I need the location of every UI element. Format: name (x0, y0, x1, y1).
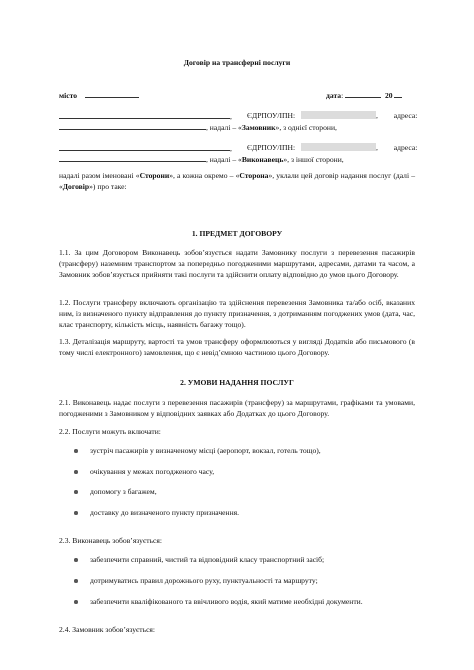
bullet-icon (74, 449, 78, 453)
section-1-heading: 1. ПРЕДМЕТ ДОГОВОРУ (191, 229, 283, 238)
date-label: дата (326, 91, 342, 100)
customer-role-row: , надалі – «Замовник», з однієї сторони, (59, 121, 337, 133)
clause-2-1: 2.1. Виконавець надає послуги з перевезення пасажирів (трансферу) за маршрутами, графіками та умовами, погодженими з Замовником у відповідних заявках або Додатках до цього Договору. (59, 398, 415, 418)
clause-2-2: 2.2. Послуги можуть включати: (59, 427, 161, 436)
intro-paragraph: надалі разом іменовані «Сторони», а кожна окремо – «Сторона», уклали цей договір надання послуг (далі – «Договір») про таке: (59, 171, 415, 191)
address-label: адреса: (393, 143, 418, 152)
list-item: забезпечити кваліфікованого та ввічливого водія, який матиме необхідні документи. (90, 597, 363, 606)
place-row (59, 89, 139, 101)
clause-1-3: 1.3. Деталізація маршруту, вартості та умов трансферу оформлюються у вигляді Додатків або письмового (в тому числі електронного) замовлення, що є невід’ємною частиною цього Договору. (59, 337, 415, 357)
list-item: зустріч пасажирів у визначеному місці (аеропорт, вокзал, готель тощо), (90, 446, 321, 455)
customer-edrpou-row: ЄДРПОУ/ІПН: , адреса: (247, 111, 418, 120)
year-field[interactable] (394, 89, 402, 98)
contractor-role-row: , надалі – «Виконавець», з іншої сторони, (59, 153, 344, 165)
date-row: дата: 20 (326, 89, 402, 101)
list-item: доставку до визначеного пункту призначення. (90, 508, 240, 517)
edrpou-label: ЄДРПОУ/ІПН: (247, 111, 296, 120)
contractor-name-field[interactable] (59, 142, 230, 151)
date-field[interactable] (345, 89, 381, 98)
section-2-heading: 2. УМОВИ НАДАННЯ ПОСЛУГ (180, 378, 294, 387)
list-item: очікування у межах погодженого часу, (90, 467, 215, 476)
bullet-icon (74, 470, 78, 474)
address-label: адреса: (393, 111, 418, 120)
contractor-address-field[interactable] (59, 153, 206, 162)
clause-2-3: 2.3. Виконавець зобов’язується: (59, 536, 162, 545)
clause-1-2: 1.2. Послуги трансферу включають організацію та здійснення перевезення Замовника та/або осіб, вказаних ним, із визначеного пункту відправлення до пункту призначення, з дотриманням погоджених умов (дата, час, клас транспорту, кількість місць, наявність багажу тощо). (59, 298, 415, 329)
place-field[interactable] (85, 89, 139, 98)
customer-name-row: , (59, 110, 232, 122)
bullet-icon (74, 490, 78, 494)
bullet-icon (74, 511, 78, 515)
customer-address-field[interactable] (59, 121, 206, 130)
list-item: дотримуватись правил дорожнього руху, пунктуальності та маршруту; (90, 576, 318, 585)
bullet-icon (74, 558, 78, 562)
customer-name-field[interactable] (59, 110, 230, 119)
contractor-role: Виконавець (241, 155, 284, 164)
bullet-icon (74, 579, 78, 583)
contractor-edrpou-field[interactable] (301, 143, 376, 151)
document-title: Договір на трансферні послуги (183, 58, 291, 67)
bullet-icon (74, 600, 78, 604)
customer-role: Замовник (241, 123, 276, 132)
place-label: місто (59, 91, 78, 100)
list-item: забезпечити справний, чистий та відповідний класу транспортний засіб; (90, 555, 325, 564)
contractor-name-row: , (59, 142, 232, 154)
customer-edrpou-field[interactable] (301, 111, 376, 119)
edrpou-label: ЄДРПОУ/ІПН: (247, 143, 296, 152)
list-item: допомогу з багажем, (90, 487, 157, 496)
clause-2-4: 2.4. Замовник зобов’язується: (59, 625, 156, 634)
year-prefix: 20 (384, 91, 393, 100)
clause-1-1: 1.1. За цим Договором Виконавець зобов’язується надати Замовнику послуги з перевезення пасажирів (трансферу) наземним транспортом за попередньо погодженими маршрутами, адресами, датами та часом, а Замовник зобов’язується прийняти такі послуги та здійснити оплату відповідно до умов цього Договору. (59, 248, 415, 279)
contractor-edrpou-row: ЄДРПОУ/ІПН: , адреса: (247, 143, 418, 152)
